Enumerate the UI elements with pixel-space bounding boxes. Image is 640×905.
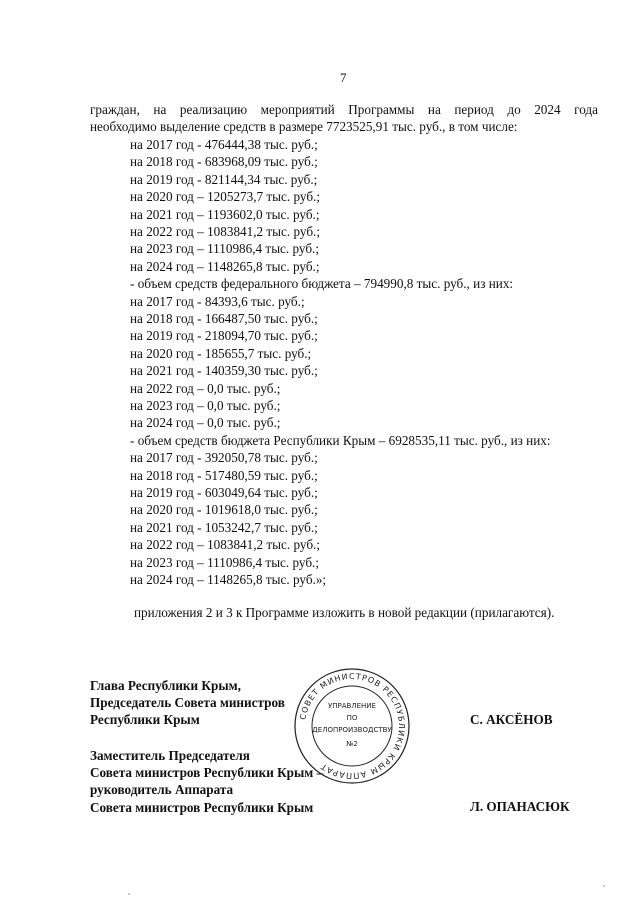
list-item: на 2017 год - 84393,6 тыс. руб.; — [130, 293, 305, 309]
crimea-budget-heading: - объем средств бюджета Республики Крым – 6928535,11 тыс. руб., из них: — [130, 432, 551, 448]
intro-line-2: необходимо выделение средств в размере 7723525,91 тыс. руб., в том числе: — [90, 119, 518, 134]
list-item: на 2024 год – 0,0 тыс. руб.; — [130, 415, 281, 431]
scan-speck — [128, 893, 130, 895]
signatory-2-title — [90, 747, 323, 816]
list-item: на 2019 год - 218094,70 тыс. руб.; — [130, 328, 318, 344]
stamp-center-line: ПО — [346, 714, 358, 722]
list-item: на 2017 год - 476444,38 тыс. руб.; — [130, 137, 318, 152]
signatory-2-title-line: Совета министров Республики Крым – — [90, 765, 324, 781]
list-item: на 2019 год - 603049,64 тыс. руб.; — [130, 485, 318, 500]
signatory-1-title — [90, 677, 285, 729]
stamp-ring-text: СОВЕТ МИНИСТРОВ РЕСПУБЛИКИ КРЫМ АППАРАТ — [298, 671, 407, 781]
signatory-1-title-line: Глава Республики Крым, — [90, 678, 241, 693]
list-item: на 2023 год – 1110986,4 тыс. руб.; — [130, 241, 320, 257]
signatory-2-name: Л. ОПАНАСЮК — [470, 799, 570, 814]
list-item: на 2018 год - 166487,50 тыс. руб.; — [130, 311, 318, 326]
page-number: 7 — [340, 70, 347, 85]
list-item: на 2021 год - 140359,30 тыс. руб.; — [130, 363, 318, 379]
list-item: на 2022 год – 0,0 тыс. руб.; — [130, 380, 281, 396]
signatory-2-title-line: руководитель Аппарата — [90, 782, 234, 798]
signatory-1-name: С. АКСЁНОВ — [470, 712, 553, 727]
list-item: на 2023 год – 1110986,4 тыс. руб.; — [130, 554, 320, 570]
list-item: на 2023 год – 0,0 тыс. руб.; — [130, 398, 281, 413]
federal-budget-heading: - объем средств федерального бюджета – 794990,8 тыс. руб., из них: — [130, 276, 514, 292]
list-item: на 2019 год - 821144,34 тыс. руб.; — [130, 171, 318, 187]
list-item: на 2018 год - 683968,09 тыс. руб.; — [130, 154, 318, 170]
list-item: на 2020 год - 185655,7 тыс. руб.; — [130, 345, 312, 361]
scan-speck — [603, 885, 605, 887]
intro-line-1: граждан, на реализацию мероприятий Программы на период до 2024 года — [90, 102, 598, 117]
list-item: на 2018 год - 517480,59 тыс. руб.; — [130, 467, 318, 483]
signatory-2-title-line: Совета министров Республики Крым — [90, 799, 314, 815]
list-item: на 2020 год – 1205273,7 тыс. руб.; — [130, 189, 320, 205]
signatory-2-title-line: Заместитель Председателя — [90, 748, 250, 763]
list-item: на 2022 год – 1083841,2 тыс. руб.; — [130, 537, 320, 553]
list-item: на 2017 год - 392050,78 тыс. руб.; — [130, 450, 318, 466]
list-item: на 2021 год – 1193602,0 тыс. руб.; — [130, 206, 320, 222]
stamp-center-line: №2 — [346, 740, 358, 748]
list-item: на 2024 год – 1148265,8 тыс. руб.»; — [130, 572, 327, 587]
stamp-center-line: ДЕЛОПРОИЗВОДСТВУ — [312, 726, 392, 734]
list-item: на 2020 год - 1019618,0 тыс. руб.; — [130, 502, 318, 518]
signatory-1-title-line: Республики Крым — [90, 712, 200, 728]
signatory-1-title-line: Председатель Совета министров — [90, 695, 285, 711]
office-stamp — [292, 666, 412, 786]
closing-paragraph: приложения 2 и 3 к Программе изложить в новой редакции (прилагаются). — [134, 605, 555, 620]
list-item: на 2022 год – 1083841,2 тыс. руб.; — [130, 224, 320, 239]
list-item: на 2024 год – 1148265,8 тыс. руб.; — [130, 258, 320, 274]
list-item: на 2021 год - 1053242,7 тыс. руб.; — [130, 519, 318, 535]
stamp-center-line: УПРАВЛЕНИЕ — [328, 702, 376, 710]
